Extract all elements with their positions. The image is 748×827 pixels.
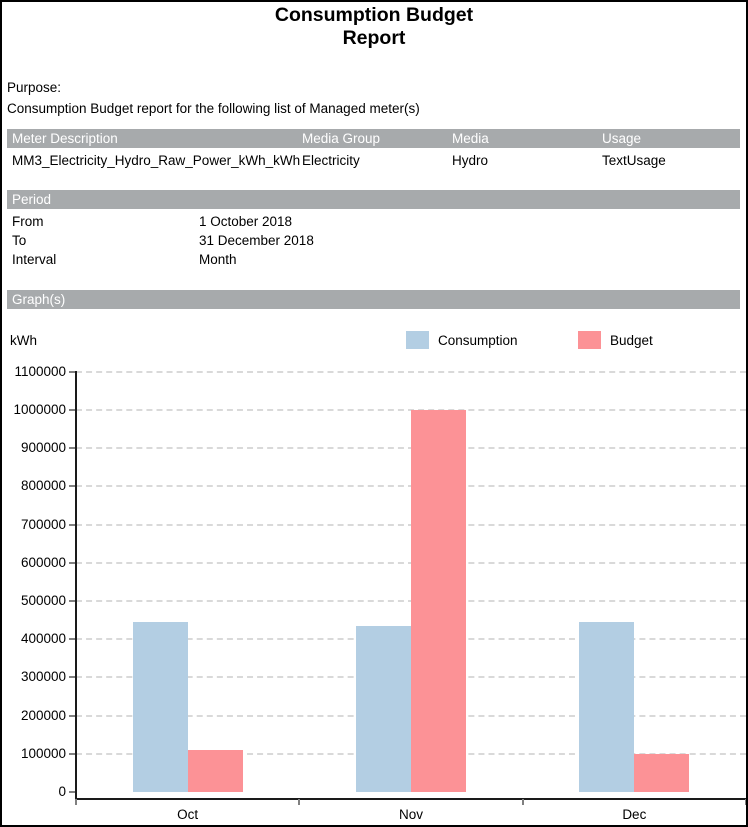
x-tick-label-nov: Nov [398, 807, 423, 822]
meter-description-value: MM3_Electricity_Hydro_Raw_Power_kWh_kWh [12, 153, 301, 168]
usage-value: TextUsage [602, 153, 666, 168]
y-tick-label: 700000 [20, 516, 66, 532]
bar-consumption-oct [133, 622, 188, 792]
x-tick-label-dec: Dec [622, 807, 647, 822]
from-label: From [12, 214, 44, 229]
x-axis-tick [75, 799, 77, 805]
y-tick-label: 1000000 [13, 402, 66, 417]
meter-description-header: Meter Description [12, 131, 118, 146]
y-tick-label: 1100000 [14, 363, 66, 379]
x-axis-line [76, 798, 746, 800]
y-tick-label: 900000 [20, 440, 66, 456]
y-tick-label: 800000 [20, 478, 66, 494]
purpose-text: Consumption Budget report for the following list of Managed meter(s) [7, 101, 420, 116]
y-axis-line [75, 371, 77, 799]
y-tick-label: 500000 [20, 593, 66, 608]
bar-consumption-dec [579, 622, 634, 792]
y-tick-label: 100000 [20, 745, 66, 761]
x-axis-tick [298, 799, 300, 805]
media-header: Media [452, 131, 489, 146]
bar-consumption-nov [356, 626, 411, 792]
y-tick-label: 300000 [20, 669, 66, 685]
from-value: 1 October 2018 [199, 214, 293, 229]
to-label: To [12, 233, 27, 248]
y-tick-label: 400000 [20, 631, 66, 647]
media-value: Hydro [452, 153, 489, 168]
interval-label: Interval [12, 252, 57, 267]
bar-budget-nov [411, 410, 466, 792]
media-group-header: Media Group [302, 131, 381, 146]
graphs-header-bar: Graph(s) [7, 290, 740, 309]
bar-budget-oct [188, 750, 243, 792]
legend-label-budget: Budget [610, 333, 653, 348]
gridline [76, 371, 746, 373]
report-title-line2: Report [342, 27, 406, 49]
to-value: 31 December 2018 [199, 233, 314, 248]
y-tick-label: 200000 [20, 707, 66, 723]
purpose-label: Purpose: [7, 80, 62, 95]
media-group-value: Electricity [302, 153, 360, 168]
period-header-bar: Period [7, 190, 740, 209]
x-axis-tick [522, 799, 524, 805]
interval-value: Month [199, 252, 237, 267]
report-title-line1: Consumption Budget [274, 4, 474, 26]
y-tick-label: 0 [58, 784, 66, 799]
x-axis-tick [745, 799, 747, 805]
x-tick-label-oct: Oct [177, 807, 199, 822]
consumption-budget-bar-chart [2, 2, 748, 827]
bar-budget-dec [634, 754, 689, 792]
legend-label-consumption: Consumption [438, 333, 518, 348]
y-unit-label: kWh [10, 333, 37, 348]
usage-header: Usage [602, 131, 642, 146]
y-tick-label: 600000 [20, 554, 66, 570]
